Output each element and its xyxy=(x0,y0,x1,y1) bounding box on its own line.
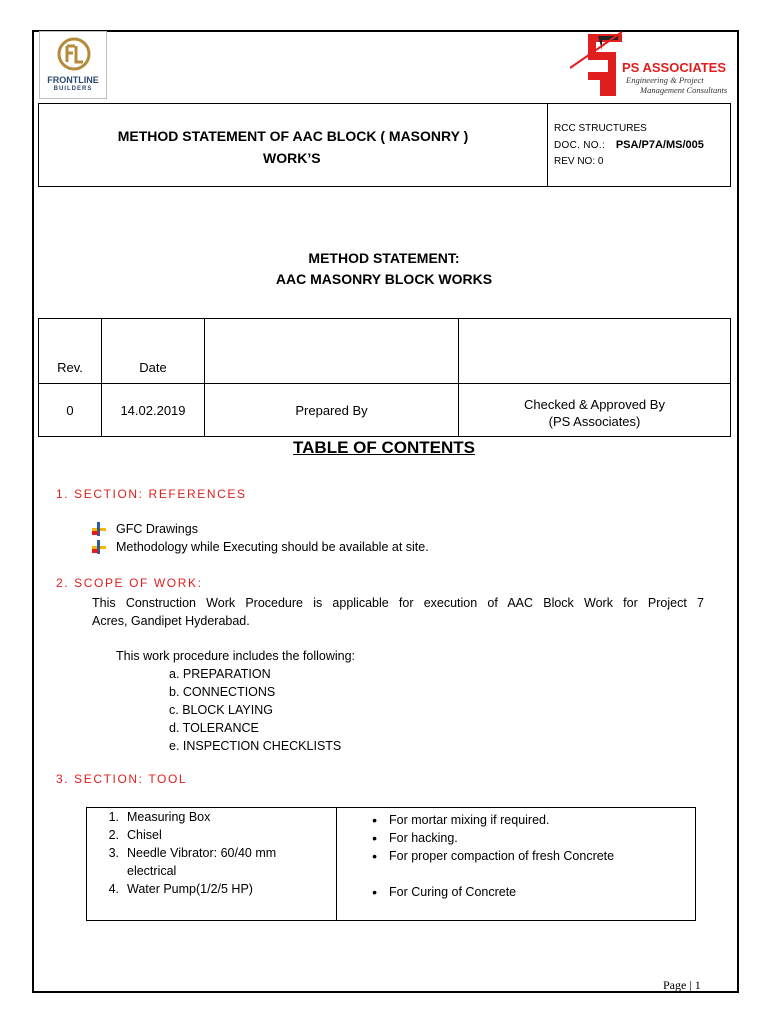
tool-purpose: • For Curing of Concrete xyxy=(337,883,695,901)
blank-header-1 xyxy=(205,319,459,384)
tools-purpose-cell xyxy=(337,808,696,921)
bullet-dot-icon: • xyxy=(372,884,377,900)
header-doc-info-cell xyxy=(548,104,731,187)
revision-table xyxy=(38,318,731,437)
tool-purpose: • For proper compaction of fresh Concrete xyxy=(337,847,695,865)
frontline-name: FRONTLINE xyxy=(47,75,99,85)
reference-item-1 xyxy=(92,522,198,536)
tool-item-continued: electrical xyxy=(127,864,177,878)
header-title-line1: METHOD STATEMENT OF AAC BLOCK ( MASONRY ) xyxy=(117,128,469,144)
rev-header: Rev. xyxy=(39,319,102,384)
document-header-table xyxy=(38,103,731,187)
checked-approved-by: Checked & Approved By xyxy=(524,396,665,412)
tool-purpose: • For hacking. xyxy=(337,829,695,847)
tool-item: 1. Measuring Box xyxy=(108,810,211,824)
date-value: 14.02.2019 xyxy=(102,384,205,437)
tool-item: 3. Needle Vibrator: 60/40 mm xyxy=(108,846,277,860)
section-1-title: 1. SECTION: REFERENCES xyxy=(56,487,247,501)
doc-no-label: DOC. NO.: xyxy=(554,139,606,151)
scope-paragraph-line1: This Construction Work Procedure is applicable for execution of AAC Block Work for Project 7 xyxy=(92,596,704,610)
tools-table xyxy=(86,807,696,921)
reference-item-2 xyxy=(92,540,429,554)
doc-no-row xyxy=(554,137,729,154)
reference-text-2: Methodology while Executing should be available at site. xyxy=(116,540,429,554)
frontline-sub: BUILDERS xyxy=(53,86,93,92)
tools-list-cell xyxy=(87,808,337,921)
tool-item: 2. Chisel xyxy=(108,828,162,842)
section-2-title: 2. SCOPE OF WORK: xyxy=(56,576,203,590)
method-statement-heading: METHOD STATEMENT: xyxy=(308,250,460,266)
arrow-bullet-icon xyxy=(92,540,106,554)
rev-no: REV NO: 0 xyxy=(554,155,604,167)
checked-approved-cell xyxy=(459,384,731,437)
doc-no-value: PSA/P7A/MS/005 xyxy=(615,138,704,151)
blank-header-2 xyxy=(459,319,731,384)
tool-item: 4. Water Pump(1/2/5 HP) xyxy=(108,882,253,896)
psa-logo xyxy=(570,30,738,100)
scope-intro: This work procedure includes the following: xyxy=(116,649,356,663)
psa-tagline-1: Engineering & Project xyxy=(626,75,704,85)
psa-logo-icon xyxy=(570,30,630,100)
reference-text-1: GFC Drawings xyxy=(116,522,198,536)
page-number: Page | 1 xyxy=(663,978,701,992)
header-title-cell xyxy=(39,104,548,187)
arrow-bullet-icon xyxy=(92,522,106,536)
rev-value: 0 xyxy=(39,384,102,437)
scope-paragraph-line2: Acres, Gandipet Hyderabad. xyxy=(92,614,250,628)
header-title-line2: WORK’S xyxy=(263,150,321,166)
checked-approved-org: (PS Associates) xyxy=(548,413,641,429)
scope-list-item: c. BLOCK LAYING xyxy=(169,703,273,717)
section-3-title: 3. SECTION: TOOL xyxy=(56,772,188,786)
scope-list-item: a. PREPARATION xyxy=(169,667,271,681)
scope-list-item: e. INSPECTION CHECKLISTS xyxy=(169,739,342,753)
prepared-by: Prepared By xyxy=(205,384,459,437)
frontline-logo xyxy=(39,31,107,99)
bullet-dot-icon: • xyxy=(372,812,377,828)
date-header: Date xyxy=(102,319,205,384)
tool-purpose: • For mortar mixing if required. xyxy=(337,811,695,829)
scope-list-item: b. CONNECTIONS xyxy=(169,685,276,699)
scope-list-item: d. TOLERANCE xyxy=(169,721,259,735)
method-statement-subheading: AAC MASONRY BLOCK WORKS xyxy=(275,271,493,287)
psa-name: PS ASSOCIATES xyxy=(622,60,727,75)
bullet-dot-icon: • xyxy=(372,830,377,846)
rcc-structures: RCC STRUCTURES xyxy=(554,122,647,134)
psa-tagline-2: Management Consultants xyxy=(640,85,728,95)
table-of-contents-title: TABLE OF CONTENTS xyxy=(293,438,475,457)
bullet-dot-icon: • xyxy=(372,848,377,864)
